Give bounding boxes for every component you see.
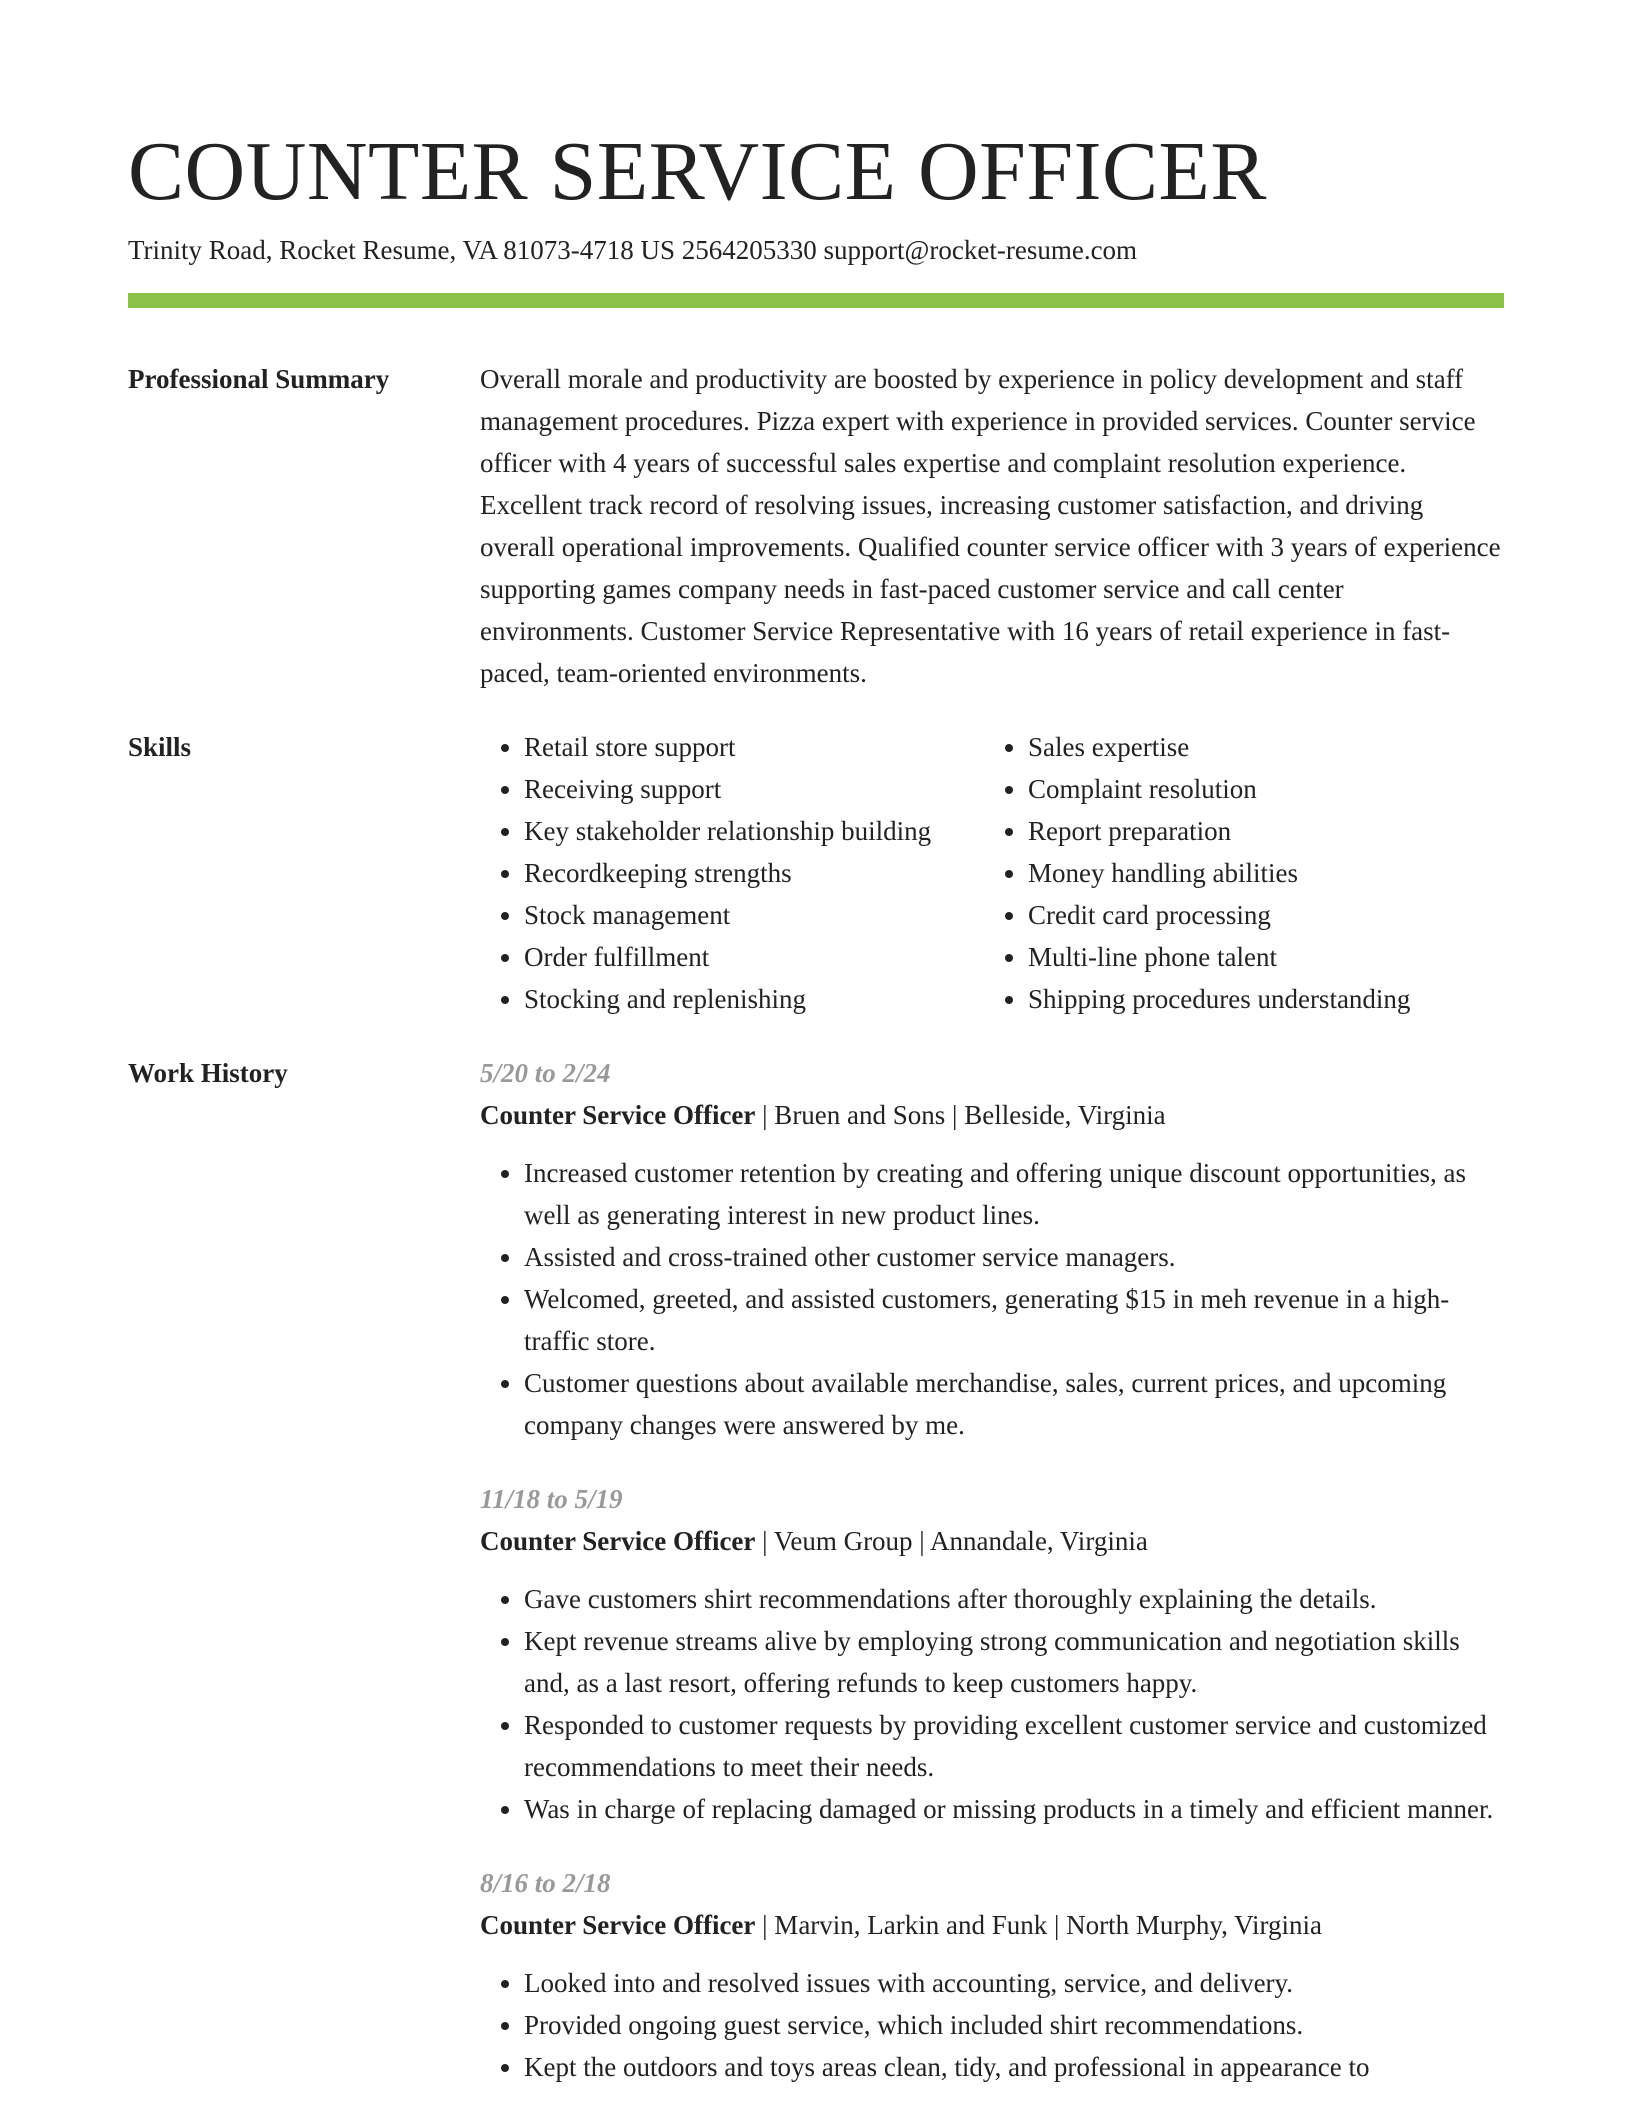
skill-item: • Key stakeholder relationship building <box>524 810 984 852</box>
skill-item: • Sales expertise <box>1028 726 1504 768</box>
job-bullets <box>480 1962 1504 2088</box>
job-entry <box>480 1052 1504 1446</box>
summary-text: Overall morale and productivity are boosted by experience in policy development and staff management procedures. Pizza expert with experience in provided services. Counter service officer with 4 years of successful sales expertise and complaint resolution experience. Excellent track record of resolving issues, increasing customer satisfaction, and driving overall operational improvements. Qualified counter service officer with 3 years of experience supporting games company needs in fast-paced customer service and call center environments. Customer Service Representative with 16 years of retail experience in fast-paced, team-oriented environments. <box>480 364 1501 688</box>
skill-item: • Stock management <box>524 894 984 936</box>
job-entry <box>480 1862 1504 2088</box>
skill-item: • Shipping procedures understanding <box>1028 978 1504 1020</box>
job-bullet: • Increased customer retention by creating and offering unique discount opportunities, as well as generating interest in new product lines. <box>524 1152 1504 1236</box>
skills-label: Skills <box>128 732 192 762</box>
skill-item: • Complaint resolution <box>1028 768 1504 810</box>
job-heading <box>480 1904 1504 1946</box>
job-employer-location: | Marvin, Larkin and Funk | North Murphy, Virginia <box>755 1910 1323 1940</box>
job-dates: 8/16 to 2/18 <box>480 1868 611 1898</box>
skill-item: • Order fulfillment <box>524 936 984 978</box>
job-employer-location: | Bruen and Sons | Belleside, Virginia <box>755 1100 1166 1130</box>
job-dates: 5/20 to 2/24 <box>480 1058 611 1088</box>
job-bullets <box>480 1578 1504 1830</box>
skill-item: • Recordkeeping strengths <box>524 852 984 894</box>
job-title: Counter Service Officer <box>480 1100 756 1130</box>
skill-item: • Multi-line phone talent <box>1028 936 1504 978</box>
job-bullet: • Welcomed, greeted, and assisted customers, generating $15 in meh revenue in a high-traffic store. <box>524 1278 1504 1362</box>
accent-divider <box>128 293 1504 308</box>
skills-list-right <box>984 726 1504 1020</box>
job-bullet: • Assisted and cross-trained other customer service managers. <box>524 1236 1504 1278</box>
job-bullet: • Was in charge of replacing damaged or missing products in a timely and efficient manner. <box>524 1788 1504 1830</box>
skill-item: • Report preparation <box>1028 810 1504 852</box>
job-dates: 11/18 to 5/19 <box>480 1484 623 1514</box>
resume-name: COUNTER SERVICE OFFICER <box>128 125 1267 218</box>
skills-list-left <box>480 726 984 1020</box>
work-history-label: Work History <box>128 1058 288 1088</box>
job-bullets <box>480 1152 1504 1446</box>
job-bullet: • Looked into and resolved issues with accounting, service, and delivery. <box>524 1962 1504 2004</box>
job-title: Counter Service Officer <box>480 1526 756 1556</box>
summary-label: Professional Summary <box>128 364 390 394</box>
summary-section <box>128 358 1504 694</box>
contact-line: Trinity Road, Rocket Resume, VA 81073-4718 US 2564205330 support@rocket-resume.com <box>128 235 1138 265</box>
job-bullet: • Responded to customer requests by providing excellent customer service and customized recommendations to meet their needs. <box>524 1704 1504 1788</box>
job-bullet: • Kept the outdoors and toys areas clean, tidy, and professional in appearance to <box>524 2046 1504 2088</box>
job-bullet: • Provided ongoing guest service, which included shirt recommendations. <box>524 2004 1504 2046</box>
job-entry <box>480 1478 1504 1830</box>
resume-page <box>128 0 1504 2120</box>
skill-item: • Money handling abilities <box>1028 852 1504 894</box>
job-bullet: • Kept revenue streams alive by employing strong communication and negotiation skills and, as a last resort, offering refunds to keep customers happy. <box>524 1620 1504 1704</box>
skill-item: • Receiving support <box>524 768 984 810</box>
job-employer-location: | Veum Group | Annandale, Virginia <box>755 1526 1148 1556</box>
skill-item: • Retail store support <box>524 726 984 768</box>
job-bullet: • Customer questions about available merchandise, sales, current prices, and upcoming company changes were answered by me. <box>524 1362 1504 1446</box>
job-title: Counter Service Officer <box>480 1910 756 1940</box>
work-history-section <box>128 1052 1504 2120</box>
job-heading <box>480 1520 1504 1562</box>
skill-item: • Stocking and replenishing <box>524 978 984 1020</box>
job-heading <box>480 1094 1504 1136</box>
skills-section <box>128 726 1504 1020</box>
skill-item: • Credit card processing <box>1028 894 1504 936</box>
job-bullet: • Gave customers shirt recommendations after thoroughly explaining the details. <box>524 1578 1504 1620</box>
